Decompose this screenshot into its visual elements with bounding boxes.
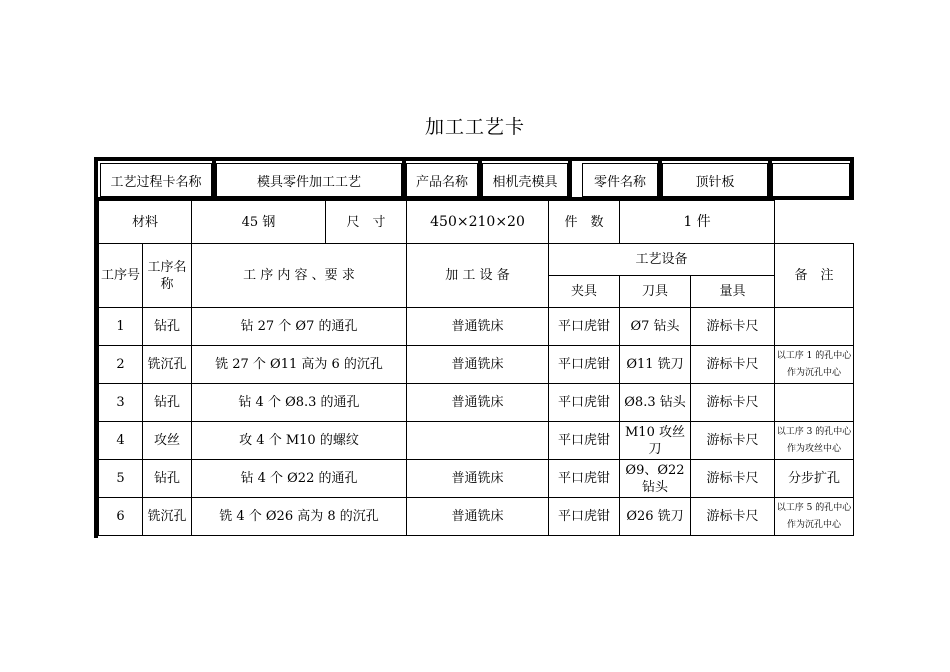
step-tool: M10 攻丝刀 [620, 422, 691, 460]
step-remark [775, 308, 854, 346]
material-label: 材料 [99, 201, 192, 244]
step-remark: 以工序 1 的孔中心作为沉孔中心 [775, 346, 854, 384]
header-divider [568, 161, 572, 200]
col-step-name: 工序名称 [143, 244, 192, 308]
step-machine: 普通铣床 [407, 346, 549, 384]
step-fixture: 平口虎钳 [549, 384, 620, 422]
step-no: 6 [99, 498, 143, 536]
table-row [99, 498, 854, 536]
part-label: 零件名称 [582, 163, 658, 197]
step-content: 攻 4 个 M10 的螺纹 [192, 422, 407, 460]
size-label: 尺 寸 [326, 201, 407, 244]
step-tool: Ø8.3 钻头 [620, 384, 691, 422]
process-table [98, 200, 854, 536]
step-gauge: 游标卡尺 [691, 308, 775, 346]
step-name: 钻孔 [143, 460, 192, 498]
header-empty-cell [772, 163, 850, 197]
step-gauge: 游标卡尺 [691, 460, 775, 498]
col-tool: 刀具 [620, 276, 691, 308]
step-machine: 普通铣床 [407, 460, 549, 498]
col-machine: 加 工 设 备 [407, 244, 549, 308]
step-content: 铣 4 个 Ø26 高为 8 的沉孔 [192, 498, 407, 536]
step-no: 4 [99, 422, 143, 460]
step-fixture: 平口虎钳 [549, 498, 620, 536]
col-gauge: 量具 [691, 276, 775, 308]
table-row [99, 308, 854, 346]
step-name: 钻孔 [143, 384, 192, 422]
col-remark: 备 注 [775, 244, 854, 308]
step-no: 5 [99, 460, 143, 498]
step-remark: 以工序 3 的孔中心作为攻丝中心 [775, 422, 854, 460]
step-no: 1 [99, 308, 143, 346]
step-gauge: 游标卡尺 [691, 346, 775, 384]
step-gauge: 游标卡尺 [691, 422, 775, 460]
product-label: 产品名称 [406, 163, 478, 197]
card-top-border [94, 157, 850, 161]
count-label: 件 数 [549, 201, 620, 244]
step-gauge: 游标卡尺 [691, 384, 775, 422]
table-row [99, 346, 854, 384]
count-value: 1 件 [620, 201, 775, 244]
info-row [99, 201, 854, 244]
step-name: 攻丝 [143, 422, 192, 460]
step-machine: 普通铣床 [407, 384, 549, 422]
card-right-border [850, 157, 854, 200]
step-fixture: 平口虎钳 [549, 460, 620, 498]
process-card [94, 157, 854, 538]
material-value: 45 钢 [192, 201, 326, 244]
process-card-label: 工艺过程卡名称 [100, 163, 212, 197]
col-fixture: 夹具 [549, 276, 620, 308]
step-no: 2 [99, 346, 143, 384]
step-machine: 普通铣床 [407, 308, 549, 346]
part-value: 顶针板 [662, 163, 768, 197]
step-fixture: 平口虎钳 [549, 308, 620, 346]
step-content: 钻 27 个 Ø7 的通孔 [192, 308, 407, 346]
column-header-row [99, 244, 854, 276]
step-name: 铣沉孔 [143, 346, 192, 384]
table-row [99, 460, 854, 498]
step-fixture: 平口虎钳 [549, 422, 620, 460]
step-gauge: 游标卡尺 [691, 498, 775, 536]
step-tool: Ø7 钻头 [620, 308, 691, 346]
step-content: 铣 27 个 Ø11 高为 6 的沉孔 [192, 346, 407, 384]
step-tool: Ø9、Ø22 钻头 [620, 460, 691, 498]
col-content: 工 序 内 容 、要 求 [192, 244, 407, 308]
table-row [99, 422, 854, 460]
step-machine: 普通铣床 [407, 498, 549, 536]
step-content: 钻 4 个 Ø8.3 的通孔 [192, 384, 407, 422]
step-fixture: 平口虎钳 [549, 346, 620, 384]
size-value: 450×210×20 [407, 201, 549, 244]
step-name: 铣沉孔 [143, 498, 192, 536]
step-remark: 以工序 5 的孔中心作为沉孔中心 [775, 498, 854, 536]
page-title: 加工工艺卡 [424, 116, 525, 138]
product-value: 相机壳模具 [482, 163, 568, 197]
step-remark [775, 384, 854, 422]
step-machine [407, 422, 549, 460]
process-card-value: 模具零件加工工艺 [216, 163, 402, 197]
step-tool: Ø26 铣刀 [620, 498, 691, 536]
step-name: 钻孔 [143, 308, 192, 346]
step-content: 钻 4 个 Ø22 的通孔 [192, 460, 407, 498]
col-equipment: 工艺设备 [549, 244, 775, 276]
step-no: 3 [99, 384, 143, 422]
step-tool: Ø11 铣刀 [620, 346, 691, 384]
table-row [99, 384, 854, 422]
step-remark: 分步扩孔 [775, 460, 854, 498]
col-step-no: 工序号 [99, 244, 143, 308]
